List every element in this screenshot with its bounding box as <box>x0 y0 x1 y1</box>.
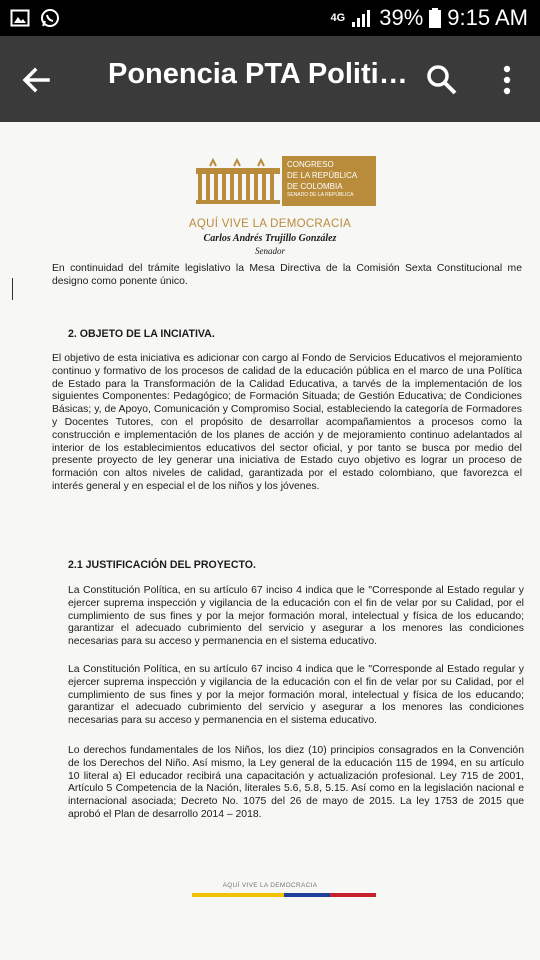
flag-stripe-red <box>330 893 376 897</box>
system-indicators <box>331 5 528 31</box>
logo-line-2: DE LA REPÚBLICA <box>287 171 358 180</box>
battery-percent: 39% <box>379 5 424 30</box>
senator-name: Carlos Andrés Trujillo González <box>203 233 337 244</box>
section-2-heading: 2. OBJETO DE LA INCIATIVA. <box>68 328 215 340</box>
notification-icons <box>10 8 60 28</box>
clock: 9:15 AM <box>447 5 528 30</box>
congress-logo-text <box>282 156 376 206</box>
section-2-body: El objetivo de esta iniciativa es adicionar con cargo al Fondo de Servicios Educativos el mejoramiento continuo y formativo de los procesos de calidad de la educación pública en el marco de una Política de Estado para la Transformación de la Calidad Educativa, a tarvés de la implementación de los siguientes Componentes: Pedagógico; de Formación Situada; de Gestión Educativa; de Condiciones Básicas; y, de Apoyo, Comunicación y Compromiso Social, estableciendo la categoría de Formadores y Docentes Tutores, con el propósito de desarrollar acompañamientos a procesos como la construcción e implementación de los planes de acción y de mejoramiento continuo adelantados al interior de los establecimientos educativos del sector oficial, y por tanto se busca por medio del presente proyecto de ley generar una iniciativa de Estado cuyo objetivo es lograr un proceso de formación con altos niveles de calidad, garantizada por el estado colombiano, que favorezca el interés general y en especial el de los niños y los jóvenes. <box>52 353 522 492</box>
text-cursor <box>12 278 13 300</box>
capitol-emblem-icon <box>196 158 280 204</box>
more-options-icon[interactable] <box>492 62 522 98</box>
document-viewer[interactable] <box>0 122 540 960</box>
battery-icon <box>429 8 441 28</box>
pdf-page <box>0 122 540 960</box>
justification-paragraph-3: Lo derechos fundamentales de los Niños, los diez (10) principios consagrados en la Convención de los Derechos del Niño. Así mismo, la Ley general de la educación 115 de 1994, en su artículo 10 literal a) El educador recibirá una capacitación y actualización profesional. Ley 715 de 2001, Artículo 5 Competencia de la Nación, literales 5.6, 5.8, 5.15. Así como en la legislación nacional e internacional asociada; Decreto No. 1075 del 26 de mayo de 2015. La ley 1753 de 2015 que aprobó el Plan de desarrollo 2014 – 2018. <box>68 745 524 820</box>
intro-paragraph: En continuidad del trámite legislativo la Mesa Directiva de la Comisión Sexta Constitucional me designo como ponente único. <box>52 263 522 287</box>
app-bar <box>0 36 540 122</box>
whatsapp-icon <box>40 8 60 28</box>
status-bar <box>0 0 540 36</box>
motto: AQUÍ VIVE LA DEMOCRACIA <box>188 218 352 230</box>
flag-stripe <box>192 893 376 897</box>
senator-role: Senador <box>255 246 285 256</box>
justification-paragraph-2: La Constitución Política, en su artículo 67 inciso 4 indica que le "Corresponde al Estado regular y ejercer suprema inspección y vigilancia de la educación con el fin de velar por su Calidad, por el cumplimiento de sus fines y por la mejor formación moral, intelectual y física de los educando; garantizar el adecuado cubrimiento del servicio y asegurar a los menores las condiciones necesarias para su acceso y permanencia en el sistema educativo. <box>68 664 524 727</box>
logo-line-1: CONGRESO <box>287 160 334 169</box>
document-title: Ponencia PTA Politi… <box>108 58 408 90</box>
flag-stripe-blue <box>284 893 330 897</box>
gallery-icon <box>10 8 30 28</box>
network-type: 4G <box>330 11 346 24</box>
logo-line-3: DE COLOMBIA <box>287 182 343 191</box>
congress-logo <box>196 152 382 210</box>
justification-paragraph-1: La Constitución Política, en su artículo 67 inciso 4 indica que le "Corresponde al Estado regular y ejercer suprema inspección y vigilancia de la educación con el fin de velar por su Calidad, por el cumplimiento de sus fines y por la mejor formación moral, intelectual y física de los educando; garantizar el adecuado cubrimiento del servicio y asegurar a los menores las condiciones necesarias para su acceso y permanencia en el sistema educativo. <box>68 585 524 648</box>
back-arrow-icon[interactable] <box>16 60 56 100</box>
footer-motto: AQUÍ VIVE LA DEMOCRACIA <box>222 882 318 889</box>
search-icon[interactable] <box>424 62 460 98</box>
flag-stripe-yellow <box>192 893 284 897</box>
section-2-1-heading: 2.1 JUSTIFICACIÓN DEL PROYECTO. <box>68 559 256 571</box>
logo-line-4: SENADO DE LA REPÚBLICA <box>287 192 354 198</box>
signal-icon <box>351 8 373 28</box>
